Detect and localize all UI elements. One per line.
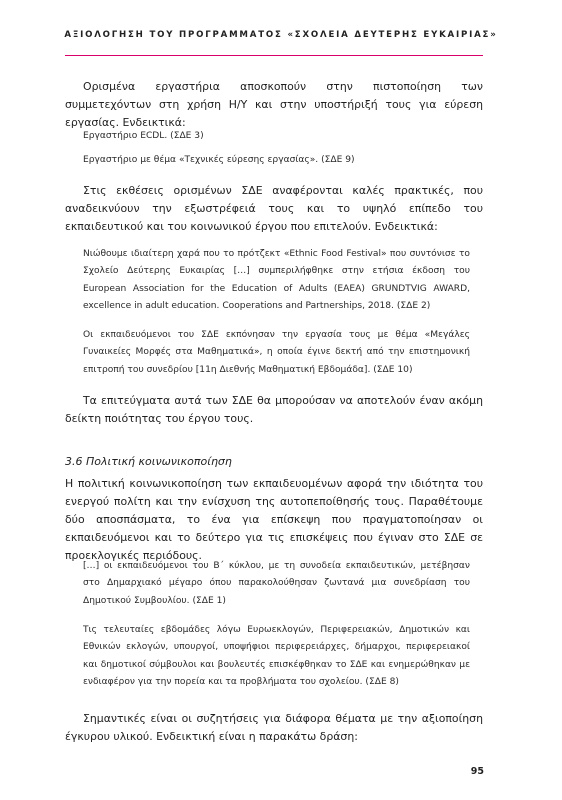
- quote-5: […] οι εκπαιδευόμενοι του Β΄ κύκλου, με τη συνοδεία εκπαιδευτικών, μετέβησαν στο Δημαρχιακό μέγαρο όπου παρακολούθησαν ζωντανά μια συνεδρίαση του Δημοτικού Συμβουλίου. (ΣΔΕ 1): [83, 561, 470, 606]
- paragraph-4: Η πολιτική κοινωνικοποίηση των εκπαιδευομένων αφορά την ιδιότητα του ενεργού πολίτη και την ενίσχυση της αυτοπεποίθησής τους. Παραθέτουμε δύο αποσπάσματα, το ένα για επίσκεψη που πραγματοποίησαν οι εκπαιδευόμενοι και το δεύτερο για τις επισκέψεις που έγιναν στο ΣΔΕ σε προεκλογικές περιόδους.: [65, 477, 483, 562]
- page-number: 95: [470, 766, 484, 777]
- paragraph-2: Στις εκθέσεις ορισμένων ΣΔΕ αναφέρονται καλές πρακτικές, που αναδεικνύουν την εξωστρέφειά τους και το υψηλό επίπεδο του εκπαιδευτικού και του κοινωνικού έργου που επιτελούν. Ενδεικτικά:: [65, 184, 483, 233]
- section-heading: 3.6 Πολιτική κοινωνικοποίηση: [65, 455, 232, 468]
- quote-6: Τις τελευταίες εβδομάδες λόγω Ευρωεκλογών, Περιφερειακών, Δημοτικών και Εθνικών εκλογών, υπουργοί, υποψήφιοι περιφερειάρχες, δήμαρχοι, περιφερειακοί και δημοτικοί σύμβουλοι και βουλευτές επισκέφθηκαν το ΣΔΕ και ενημερώθηκαν με ενδιαφέρον για την πορεία και τα προβλήματα του σχολείου. (ΣΔΕ 8): [83, 625, 470, 687]
- quote-1: Εργαστήριο ECDL. (ΣΔΕ 3): [83, 131, 204, 141]
- paragraph-3: Τα επιτεύγματα αυτά των ΣΔΕ θα μπορούσαν να αποτελούν έναν ακόμη δείκτη ποιότητας του έργου τους.: [65, 394, 483, 425]
- quote-3: Νιώθουμε ιδιαίτερη χαρά που το πρότζεκτ «Ethnic Food Festival» που συντόνισε το Σχολείο Δεύτερης Ευκαιρίας […] συμπεριλήφθηκε στην ετήσια έκδοση του European Association for the Education of Adults (EAEA) GRUNDTVIG AWARD, excellence in adult education. Cooperations and Partnerships, 2018. (ΣΔΕ 2): [83, 249, 470, 311]
- header-rule: [65, 55, 483, 56]
- quote-2: Εργαστήριο με θέμα «Τεχνικές εύρεσης εργασίας». (ΣΔΕ 9): [83, 155, 355, 165]
- paragraph-1: Ορισμένα εργαστήρια αποσκοπούν στην πιστοποίηση των συμμετεχόντων στη χρήση Η/Υ και στην υποστήριξή τους για εύρεση εργασίας. Ενδεικτικά:: [65, 80, 483, 129]
- quote-4: Οι εκπαιδευόμενοι του ΣΔΕ εκπόνησαν την εργασία τους με θέμα «Μεγάλες Γυναικείες Μορφές στα Μαθηματικά», η οποία έγινε δεκτή από την επιστημονική επιτροπή του συνεδρίου [11η Διεθνής Μαθηματική Εβδομάδα]. (ΣΔΕ 10): [83, 330, 470, 375]
- paragraph-5: Σημαντικές είναι οι συζητήσεις για διάφορα θέματα με την αξιοποίηση έγκυρου υλικού. Ενδεικτική είναι η παρακάτω δράση:: [65, 712, 483, 743]
- running-header: ΑΞΙΟΛΟΓΗΣΗ ΤΟΥ ΠΡΟΓΡΑΜΜΑΤΟΣ «ΣΧΟΛΕΙΑ ΔΕΥΤΕΡΗΣ ΕΥΚΑΙΡΙΑΣ»: [64, 30, 498, 40]
